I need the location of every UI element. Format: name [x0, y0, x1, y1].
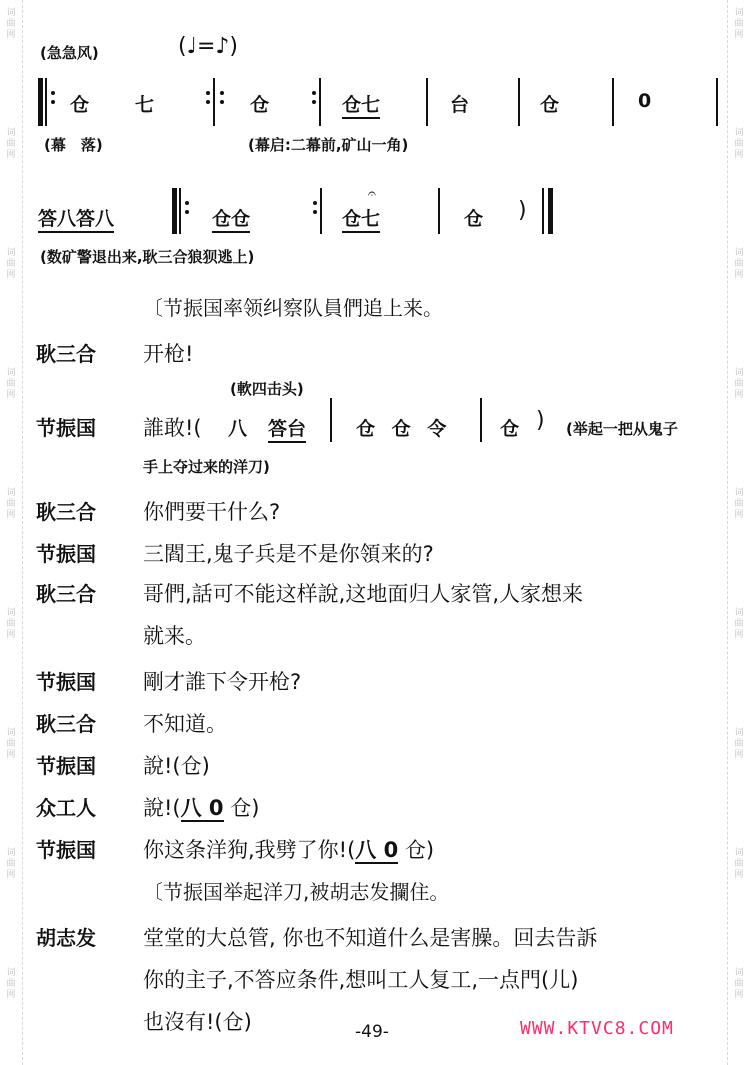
watermark-char: 词 — [6, 728, 16, 738]
stage-direction: (举起一把从鬼子 — [566, 420, 678, 438]
watermark-char: 曲 — [6, 619, 16, 629]
watermark-char: 网 — [734, 510, 744, 520]
watermark-char: 网 — [734, 630, 744, 640]
watermark-stamp — [731, 248, 747, 281]
repeat-barline — [45, 78, 47, 126]
barline — [548, 188, 553, 234]
right-watermark-strip — [727, 0, 750, 1065]
watermark-char: 网 — [6, 30, 16, 40]
repeat-barline — [38, 78, 43, 126]
dialogue-line: 堂堂的大总管, 你也不知道什么是害臊。回去告訴 — [143, 926, 598, 950]
watermark-char: 词 — [734, 8, 744, 18]
barline — [542, 188, 544, 234]
watermark-char: 词 — [6, 248, 16, 258]
barline — [330, 398, 332, 442]
watermark-char: 网 — [6, 150, 16, 160]
watermark-char: 词 — [734, 128, 744, 138]
page-number: -49- — [355, 1022, 389, 1042]
watermark-char: 网 — [6, 870, 16, 880]
speaker-name: 节振国 — [36, 416, 96, 440]
watermark-char: 曲 — [6, 379, 16, 389]
watermark-char: 网 — [6, 390, 16, 400]
close-paren: ) — [518, 198, 527, 223]
repeat-barline — [172, 188, 177, 234]
watermark-char: 词 — [6, 128, 16, 138]
watermark-stamp — [731, 608, 747, 641]
repeat-dots — [312, 86, 316, 109]
dialogue-line: 你們要干什么? — [143, 500, 281, 524]
stage-direction-cont: 手上夺过来的洋刀) — [143, 458, 270, 476]
dialogue-tail: 仓) — [398, 838, 435, 862]
site-watermark: WWW.KTVC8.COM — [520, 1018, 674, 1039]
dialogue-text: 你这条洋狗,我劈了你!( — [143, 838, 356, 862]
watermark-char: 词 — [734, 968, 744, 978]
beat: 八 — [228, 418, 248, 440]
stage-direction: 〔节振国举起洋刀,被胡志发攔住。 — [143, 880, 450, 904]
repeat-dots — [313, 196, 317, 219]
barline — [612, 78, 614, 126]
watermark-stamp — [731, 128, 747, 161]
speaker-name: 节振国 — [36, 670, 96, 694]
dialogue-text: 說!( — [143, 796, 181, 820]
watermark-stamp — [731, 488, 747, 521]
watermark-char: 曲 — [734, 619, 744, 629]
watermark-stamp — [731, 368, 747, 401]
watermark-char: 词 — [6, 968, 16, 978]
dialogue-line: 哥們,話可不能这样說,这地面归人家管,人家想来 — [143, 582, 584, 606]
watermark-char: 网 — [734, 150, 744, 160]
speaker-name: 胡志发 — [36, 926, 96, 950]
watermark-char: 词 — [6, 488, 16, 498]
speaker-name: 耿三合 — [36, 712, 96, 736]
repeat-dots — [185, 196, 189, 219]
watermark-char: 网 — [734, 990, 744, 1000]
speaker-name: 耿三合 — [36, 342, 96, 366]
watermark-char: 网 — [6, 990, 16, 1000]
left-watermark-strip — [0, 0, 23, 1065]
watermark-char: 网 — [6, 270, 16, 280]
watermark-char: 网 — [734, 390, 744, 400]
watermark-char: 曲 — [6, 259, 16, 269]
watermark-char: 词 — [6, 608, 16, 618]
barline — [480, 398, 482, 442]
dialogue-line-cont: 就来。 — [143, 624, 206, 648]
watermark-char: 曲 — [6, 739, 16, 749]
dialogue-line: 說!(仓) — [143, 754, 210, 778]
beat: 仓 — [500, 418, 520, 440]
barline — [716, 78, 718, 126]
watermark-stamp — [3, 608, 19, 641]
dialogue-line — [143, 834, 434, 864]
percussion-cue: (軟四击头) — [230, 380, 304, 398]
dialogue-line: 不知道。 — [143, 712, 227, 736]
watermark-char: 曲 — [6, 19, 16, 29]
speaker-name: 节振国 — [36, 838, 96, 862]
watermark-stamp — [3, 248, 19, 281]
dialogue-tail: 仓) — [223, 796, 260, 820]
beat: 八 0 — [180, 796, 224, 820]
watermark-char: 曲 — [6, 859, 16, 869]
repeat-dots — [206, 86, 210, 109]
beat: 七 — [135, 94, 155, 116]
score-note-right: (幕启:二幕前,矿山一角) — [248, 136, 409, 154]
speaker-name: 耿三合 — [36, 582, 96, 606]
repeat-dots — [51, 86, 55, 109]
watermark-stamp — [3, 128, 19, 161]
stage-direction: 〔节振国率领纠察队員們追上来。 — [143, 296, 443, 320]
dialogue-line: 开枪! — [143, 342, 194, 366]
dialogue-line: 三閻王,鬼子兵是不是你領来的? — [143, 542, 434, 566]
watermark-char: 词 — [734, 728, 744, 738]
watermark-char: 词 — [734, 608, 744, 618]
watermark-char: 曲 — [734, 979, 744, 989]
barline — [426, 78, 428, 126]
watermark-stamp — [3, 728, 19, 761]
speaker-name: 耿三合 — [36, 500, 96, 524]
watermark-stamp — [731, 848, 747, 881]
dialogue-line-cont: 也沒有!(仓) — [143, 1010, 252, 1034]
repeat-barline — [179, 188, 181, 234]
beat: 台 — [450, 94, 470, 116]
barline — [319, 78, 321, 126]
watermark-char: 曲 — [734, 259, 744, 269]
score-note-left: (幕 落) — [44, 136, 103, 154]
watermark-char: 词 — [6, 368, 16, 378]
beat: 仓 — [540, 94, 560, 116]
watermark-char: 词 — [734, 848, 744, 858]
watermark-char: 曲 — [734, 139, 744, 149]
barline — [518, 78, 520, 126]
watermark-char: 曲 — [6, 499, 16, 509]
watermark-char: 词 — [734, 368, 744, 378]
beat: 仓 — [70, 94, 90, 116]
watermark-char: 词 — [6, 8, 16, 18]
watermark-stamp — [731, 728, 747, 761]
barline — [320, 188, 322, 234]
beat: 答台 — [268, 414, 306, 443]
beat: 仓仓 — [212, 204, 250, 233]
dialogue-line: 剛才誰下令开枪? — [143, 670, 302, 694]
watermark-stamp — [731, 8, 747, 41]
tempo-mark: (♩=♪) — [178, 34, 239, 59]
speaker-name: 众工人 — [36, 796, 96, 820]
beat: 仓 仓 令 — [356, 418, 447, 440]
dialogue-line — [143, 792, 259, 822]
watermark-stamp — [731, 968, 747, 1001]
dialogue-line-cont: 你的主子,不答应条件,想叫工人复工,一点門(儿) — [143, 968, 579, 992]
watermark-char: 曲 — [6, 979, 16, 989]
watermark-char: 网 — [734, 750, 744, 760]
repeat-dots — [220, 86, 224, 109]
dialogue-line: 誰敢!( — [143, 416, 202, 440]
tempo-label: (急急风) — [40, 44, 99, 62]
watermark-char: 曲 — [734, 19, 744, 29]
watermark-char: 网 — [6, 630, 16, 640]
watermark-char: 词 — [734, 248, 744, 258]
watermark-char: 词 — [6, 848, 16, 858]
barline — [438, 188, 440, 234]
speaker-name: 节振国 — [36, 754, 96, 778]
watermark-char: 曲 — [734, 379, 744, 389]
watermark-stamp — [3, 968, 19, 1001]
watermark-char: 网 — [734, 870, 744, 880]
beat: 仓 — [250, 94, 270, 116]
watermark-char: 词 — [734, 488, 744, 498]
watermark-stamp — [3, 488, 19, 521]
watermark-stamp — [3, 8, 19, 41]
watermark-char: 网 — [734, 270, 744, 280]
beat: 仓七 — [342, 204, 380, 233]
score2-note: (数矿警退出来,耿三合狼狈逃上) — [40, 248, 255, 266]
watermark-stamp — [3, 368, 19, 401]
beat: 仓 — [464, 208, 484, 230]
score2-lead: 答八答八 — [38, 204, 114, 233]
beat: 仓七 — [342, 90, 380, 119]
watermark-char: 曲 — [734, 739, 744, 749]
watermark-char: 曲 — [734, 859, 744, 869]
barline — [213, 78, 215, 126]
watermark-char: 网 — [6, 750, 16, 760]
watermark-stamp — [3, 848, 19, 881]
speaker-name: 节振国 — [36, 542, 96, 566]
watermark-char: 网 — [734, 30, 744, 40]
watermark-char: 曲 — [6, 139, 16, 149]
close-paren: ) — [536, 408, 545, 433]
watermark-char: 曲 — [734, 499, 744, 509]
beat: 0 — [638, 90, 652, 112]
fermata-icon: 𝄐 — [368, 186, 376, 202]
watermark-char: 网 — [6, 510, 16, 520]
beat: 八 0 — [355, 838, 399, 862]
